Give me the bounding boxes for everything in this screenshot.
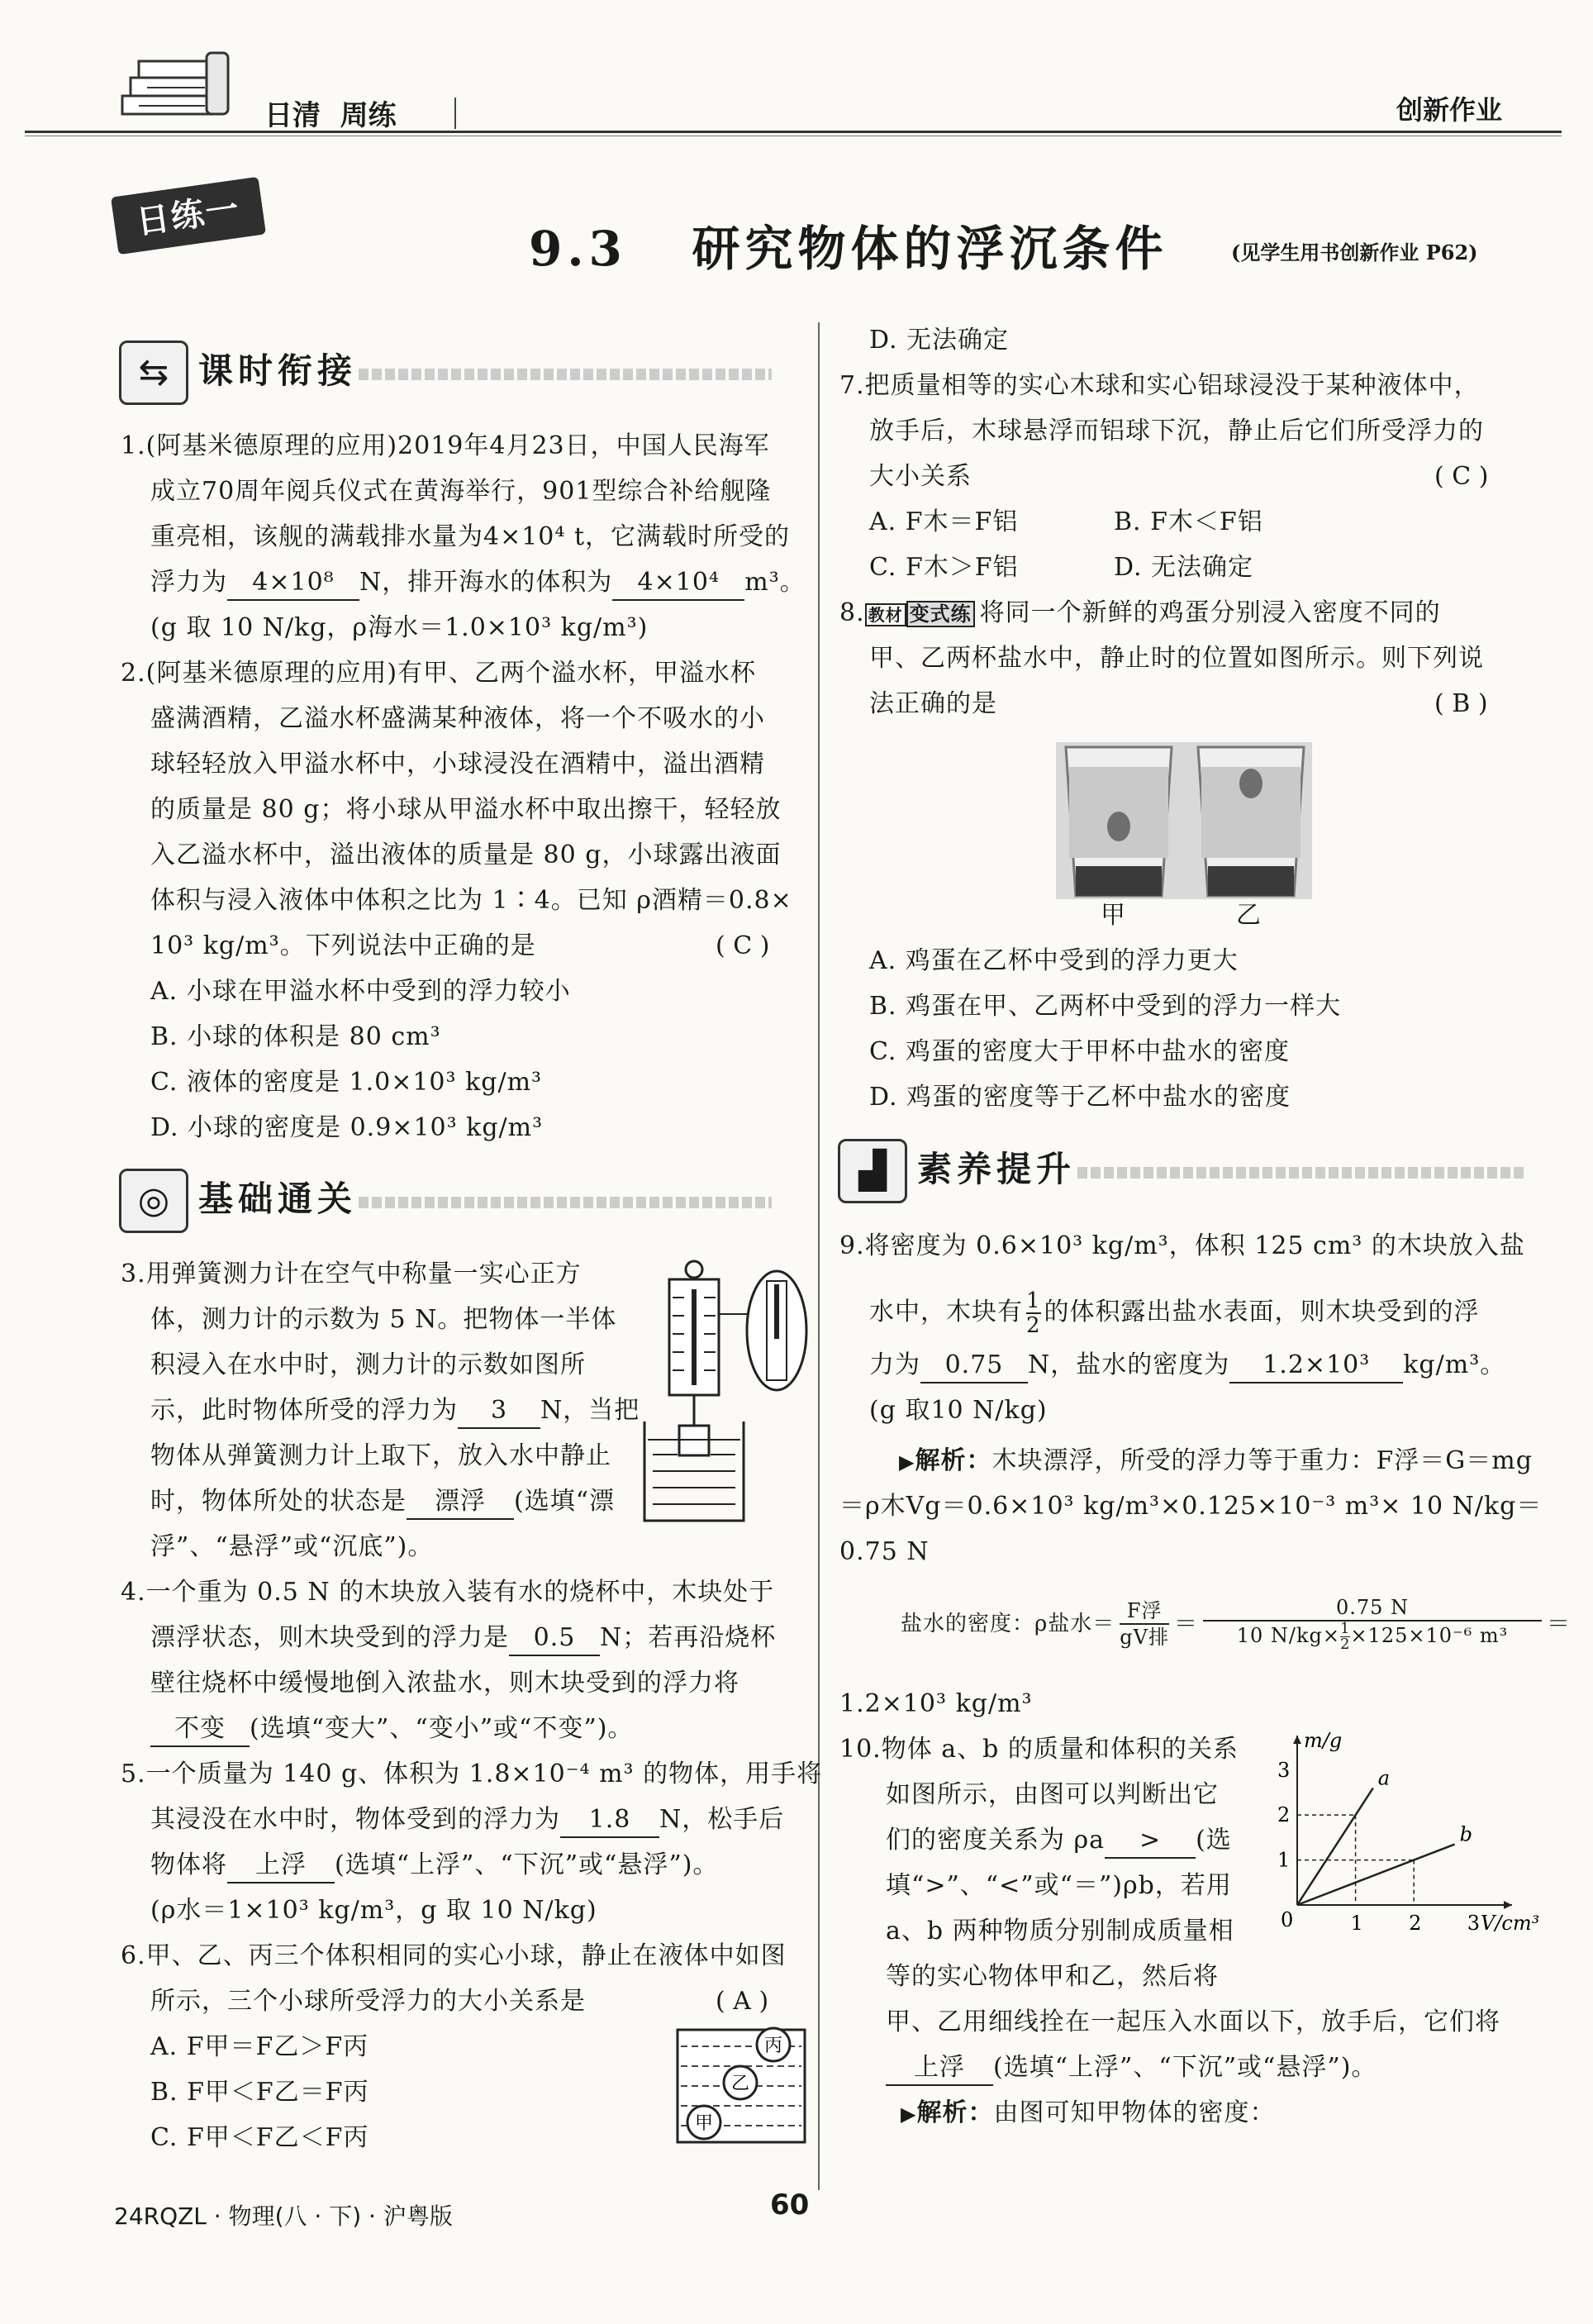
q4-blank2: 不变 xyxy=(150,1712,250,1747)
q10-line1: 10.物体 a、b 的质量和体积的关系 xyxy=(839,1735,1239,1764)
q9-frac-num: 1 xyxy=(1026,1288,1041,1313)
q5-line1: 5.一个质量为 140 g、体积为 1.8×10⁻⁴ m³ 的物体，用手将 xyxy=(121,1760,823,1788)
footer-book-code: 24RQZL · 物理(八 · 下) · 沪粤版 xyxy=(114,2203,453,2230)
mass-volume-chart xyxy=(1264,1729,1540,1935)
q1-line3: 重亮相，该舰的满载排水量为4×10⁴ t，它满载时所受的 xyxy=(150,522,791,551)
section-bar xyxy=(359,1197,772,1208)
q4-blank1: 0.5 xyxy=(509,1622,600,1656)
q4-text: N；若再沿烧杯 xyxy=(600,1623,777,1652)
ball-label: 丙 xyxy=(763,2036,783,2056)
q1-line2: 成立70周年阅兵仪式在黄海举行，901型综合补给舰隆 xyxy=(150,477,772,506)
q10-line3 xyxy=(886,1824,1232,1859)
q9-text: 力为 xyxy=(869,1350,920,1379)
q2-line4: 的质量是 80 g；将小球从甲溢水杯中取出擦干，轻轻放 xyxy=(150,795,782,824)
q6-option-b: B. F甲＜F乙＝F丙 xyxy=(150,2078,369,2107)
q6-option-d: D. 无法确定 xyxy=(869,326,1010,355)
q4-text: (选填“变大”、“变小”或“不变”)。 xyxy=(250,1714,634,1743)
section-head-3 xyxy=(838,1139,1548,1203)
q1-blank2: 4×10⁴ xyxy=(612,566,744,601)
q5-blank2: 上浮 xyxy=(227,1849,335,1883)
q3-line5: 物体从弹簧测力计上取下，放入水中静止 xyxy=(150,1441,611,1470)
q3-line7: 浮”、“悬浮”或“沉底”)。 xyxy=(150,1532,434,1561)
eggs-in-glasses-photo xyxy=(1056,742,1312,899)
q9-blank2: 1.2×10³ xyxy=(1229,1349,1403,1383)
q8-text: 将同一个新鲜的鸡蛋分别浸入密度不同的 xyxy=(979,598,1441,627)
q8-answer: ( B ) xyxy=(1434,689,1488,718)
y-tick-label: 3 xyxy=(1277,1758,1291,1782)
series-line-b xyxy=(1297,1845,1455,1905)
q9-solution-label: 解析： xyxy=(915,1446,992,1475)
q8-option-b: B. 鸡蛋在甲、乙两杯中受到的浮力一样大 xyxy=(869,992,1342,1021)
q9-blank1: 0.75 xyxy=(920,1349,1028,1383)
x-axis-arrow xyxy=(1504,1901,1512,1909)
q10-blank2: 上浮 xyxy=(886,2051,993,2086)
y-tick-label: 1 xyxy=(1277,1848,1291,1872)
q9-frac2-den2: ×125×10⁻⁶ m³ xyxy=(1350,1624,1509,1647)
header-separator xyxy=(454,98,456,129)
q10-line4: 填“>”、“<”或“＝”)ρb，若用 xyxy=(886,1871,1232,1900)
q7-option-a: A. F木＝F铝 xyxy=(869,507,1019,536)
q8-tag1: 教材 xyxy=(865,603,906,626)
q7-line3: 大小关系 xyxy=(869,462,972,491)
section-bar xyxy=(1077,1167,1524,1179)
title-reference: (见学生用书创新作业 P62) xyxy=(1231,240,1478,264)
q8-option-c: C. 鸡蛋的密度大于甲杯中盐水的密度 xyxy=(869,1037,1290,1066)
page-title: 9.3 研究物体的浮沉条件 xyxy=(529,221,1168,277)
q8-option-a: A. 鸡蛋在乙杯中受到的浮力更大 xyxy=(869,946,1239,975)
q7-option-b: B. F木＜F铝 xyxy=(1114,507,1263,536)
q1-line4 xyxy=(150,566,806,601)
q9-frac2-num: 0.75 N xyxy=(1203,1595,1542,1622)
q4-line1: 4.一个重为 0.5 N 的木块放入装有水的烧杯中，木块处于 xyxy=(121,1578,775,1607)
spring-scale-figure xyxy=(636,1256,810,1537)
q7-line2: 放手后，木球悬浮而铝球下沉，静止后它们所受浮力的 xyxy=(869,417,1484,445)
x-tick-label: 2 xyxy=(1409,1912,1422,1935)
q9-frac1-den: gV排 xyxy=(1120,1625,1169,1649)
series-label-b: b xyxy=(1459,1822,1472,1846)
q2-line1: 2.(阿基米德原理的应用)有甲、乙两个溢水杯，甲溢水杯 xyxy=(121,659,757,688)
section-title-1: 课时衔接 xyxy=(198,350,358,391)
q9-frac3-den: 2 xyxy=(1339,1636,1351,1653)
q1-line1: 1.(阿基米德原理的应用)2019年4月23日，中国人民海军 xyxy=(121,431,770,460)
q9-equals: ＝ xyxy=(1174,1609,1199,1637)
section-title-2: 基础通关 xyxy=(198,1179,358,1219)
day-badge: 日练一 xyxy=(111,177,266,255)
q2-option-d: D. 小球的密度是 0.9×10³ kg/m³ xyxy=(150,1113,544,1142)
q5-text: 其浸没在水中时，物体受到的浮力为 xyxy=(150,1805,560,1834)
q2-line6: 体积与浸入液体中体积之比为 1∶4。已知 ρ酒精＝0.8× xyxy=(150,886,792,915)
q2-option-b: B. 小球的体积是 80 cm³ xyxy=(150,1022,441,1051)
q2-answer: ( C ) xyxy=(716,931,770,960)
bar-chart-icon: ▟ xyxy=(838,1139,907,1203)
q9-fraction-1 xyxy=(1120,1598,1169,1650)
q3-blank1: 3 xyxy=(458,1394,540,1429)
section-bar xyxy=(359,369,772,380)
q2-line7: 10³ kg/m³。下列说法中正确的是 xyxy=(150,931,536,960)
x-tick-label: 3 xyxy=(1467,1912,1481,1935)
q5-line3 xyxy=(150,1849,718,1883)
q8-num: 8. xyxy=(839,598,865,627)
q1-text: N，排开海水的体积为 xyxy=(359,568,613,597)
three-balls-figure xyxy=(671,2025,811,2149)
q10-line6: 等的实心物体甲和乙，然后将 xyxy=(886,1962,1219,1991)
q9-text: kg/m³。 xyxy=(1403,1350,1506,1379)
section-head-1 xyxy=(119,341,796,405)
q5-blank1: 1.8 xyxy=(560,1803,659,1838)
header-books-logo xyxy=(122,51,246,126)
q8-line3: 法正确的是 xyxy=(869,689,997,718)
q2-line5: 入乙溢水杯中，溢出液体的质量是 80 g，小球露出液面 xyxy=(150,841,782,869)
q3-text: N，当把 xyxy=(540,1396,640,1425)
q9-line1: 9.将密度为 0.6×10³ kg/m³，体积 125 cm³ 的木块放入盐 xyxy=(839,1231,1525,1260)
q2-line3: 球轻轻放入甲溢水杯中，小球浸没在酒精中，溢出酒精 xyxy=(150,750,765,779)
q9-frac-den: 2 xyxy=(1026,1313,1041,1338)
origin-label: 0 xyxy=(1281,1908,1294,1931)
q8-option-d: D. 鸡蛋的密度等于乙杯中盐水的密度 xyxy=(869,1083,1291,1112)
q6-option-c: C. F甲＜F乙＜F丙 xyxy=(150,2123,369,2152)
series-line-a xyxy=(1297,1788,1373,1905)
q1-text: m³。 xyxy=(744,568,806,597)
q3-line3: 积浸入在水中时，测力计的示数如图所 xyxy=(150,1350,586,1379)
q6-option-a: A. F甲＝F乙＞F丙 xyxy=(150,2032,369,2061)
q10-text: (选 xyxy=(1196,1826,1232,1855)
q9-frac1-num: F浮 xyxy=(1120,1598,1169,1625)
page-number: 60 xyxy=(770,2188,810,2222)
ball-label: 乙 xyxy=(730,2074,750,2094)
q9-text: 水中，木块有 xyxy=(869,1298,1023,1326)
q6-line1: 6.甲、乙、丙三个体积相同的实心小球，静止在液体中如图 xyxy=(121,1941,787,1970)
q3-line6 xyxy=(150,1485,615,1520)
q10-line5: a、b 两种物质分别制成质量相 xyxy=(886,1917,1234,1945)
q6-line2: 所示，三个小球所受浮力的大小关系是 xyxy=(150,1987,586,2016)
q10-line8 xyxy=(886,2051,1377,2086)
q10-line2: 如图所示，由图可以判断出它 xyxy=(886,1780,1219,1809)
q10-text: 们的密度关系为 ρa xyxy=(886,1826,1106,1855)
q9-solution-3: 0.75 N xyxy=(839,1537,930,1566)
q3-text: (选填“漂 xyxy=(514,1487,616,1516)
q9-solution-4 xyxy=(901,1595,1571,1652)
column-divider xyxy=(818,322,820,2190)
q4-line2 xyxy=(150,1622,776,1656)
q9-frac2-den: 10 N/kg× xyxy=(1236,1624,1340,1647)
q9-solution-5: 1.2×10³ kg/m³ xyxy=(839,1689,1033,1718)
q7-option-d: D. 无法确定 xyxy=(1114,553,1254,582)
q10-solution-label: 解析： xyxy=(916,2098,994,2127)
q5-line2 xyxy=(150,1803,784,1838)
q8-caption-1: 甲 xyxy=(1101,901,1126,930)
q9-line3 xyxy=(869,1349,1505,1383)
q10-solution xyxy=(901,2097,1275,2131)
q3-line1: 3.用弹簧测力计在空气中称量一实心正方 xyxy=(121,1260,582,1288)
q1-blank1: 4×10⁸ xyxy=(227,566,359,601)
q9-text: 的体积露出盐水表面，则木块受到的浮 xyxy=(1044,1298,1480,1326)
q9-fraction-2 xyxy=(1203,1595,1542,1652)
q9-solution-text: 木块漂浮，所受的浮力等于重力：F浮＝G＝mg xyxy=(991,1446,1533,1475)
q7-answer: ( C ) xyxy=(1434,462,1489,491)
q9-line2 xyxy=(869,1289,1480,1337)
q7-option-c: C. F木＞F铝 xyxy=(869,553,1019,582)
q4-line3: 壁往烧杯中缓慢地倒入浓盐水，则木块受到的浮力将 xyxy=(150,1669,739,1698)
q2-option-a: A. 小球在甲溢水杯中受到的浮力较小 xyxy=(150,977,571,1006)
q5-line4: (ρ水＝1×10³ kg/m³，g 取 10 N/kg) xyxy=(150,1896,597,1925)
q9-solution-2: ＝ρ木Vg＝0.6×10³ kg/m³×0.125×10⁻³ m³× 10 N/kg＝ xyxy=(839,1492,1543,1521)
q9-fraction xyxy=(1026,1289,1041,1337)
x-axis-label: V/cm³ xyxy=(1481,1912,1540,1935)
q9-line4: (g 取10 N/kg) xyxy=(869,1396,1048,1425)
q5-text: (选填“上浮”、“下沉”或“悬浮”)。 xyxy=(335,1850,719,1879)
q9-text: N，盐水的密度为 xyxy=(1028,1350,1230,1379)
q2-line2: 盛满酒精，乙溢水杯盛满某种液体，将一个不吸水的小 xyxy=(150,704,765,733)
q4-line4 xyxy=(150,1712,633,1747)
section-title-3: 素养提升 xyxy=(917,1149,1077,1189)
q8-line1 xyxy=(839,597,1441,631)
x-tick-label: 1 xyxy=(1350,1912,1363,1935)
q3-blank2: 漂浮 xyxy=(407,1485,514,1520)
q5-text: N，松手后 xyxy=(659,1805,785,1834)
q3-line4 xyxy=(150,1394,640,1429)
header-rule xyxy=(25,131,1562,133)
header-right-title: 创新作业 xyxy=(1396,94,1503,126)
q10-solution-text: 由图可知甲物体的密度： xyxy=(993,2098,1276,2127)
q7-line1: 7.把质量相等的实心木球和实心铝球浸没于某种液体中， xyxy=(839,371,1480,400)
q10-text: (选填“上浮”、“下沉”或“悬浮”)。 xyxy=(993,2053,1377,2082)
q9-frac3-num: 1 xyxy=(1339,1620,1351,1637)
y-tick-label: 2 xyxy=(1277,1803,1291,1827)
section-head-2 xyxy=(119,1169,796,1233)
y-axis-arrow xyxy=(1293,1736,1301,1744)
header-left-title: 日清 周练 xyxy=(264,99,397,132)
q8-tag2: 变式练 xyxy=(906,601,975,627)
y-axis-label: m/g xyxy=(1304,1729,1343,1752)
play-icon: ▶ xyxy=(899,1450,915,1474)
q9-solution-1 xyxy=(899,1445,1533,1479)
q10-line7: 甲、乙用细线拴在一起压入水面以下，放手后，它们将 xyxy=(886,2007,1500,2036)
q4-text: 漂浮状态，则木块受到的浮力是 xyxy=(150,1623,509,1652)
ball-label: 甲 xyxy=(694,2113,714,2134)
q5-text: 物体将 xyxy=(150,1850,227,1879)
q8-caption-2: 乙 xyxy=(1236,901,1262,930)
q1-text: 浮力为 xyxy=(150,568,227,597)
series-label-a: a xyxy=(1377,1766,1391,1790)
q10-blank1: > xyxy=(1105,1824,1196,1859)
q9-text: 盐水的密度：ρ盐水＝ xyxy=(901,1611,1115,1636)
play-icon: ▶ xyxy=(901,2103,917,2126)
q3-text: 时，物体所处的状态是 xyxy=(150,1487,407,1516)
books-icon xyxy=(122,51,246,126)
q9-equals: ＝ xyxy=(1547,1609,1572,1637)
q2-option-c: C. 液体的密度是 1.0×10³ kg/m³ xyxy=(150,1068,543,1097)
q8-line2: 甲、乙两杯盐水中，静止时的位置如图所示。则下列说 xyxy=(869,644,1484,673)
target-icon: ◎ xyxy=(119,1169,188,1233)
q3-text: 示，此时物体所受的浮力为 xyxy=(150,1396,458,1425)
q6-answer: ( A ) xyxy=(716,1987,769,2016)
q3-line2: 体，测力计的示数为 5 N。把物体一半体 xyxy=(150,1305,617,1334)
q1-line5: (g 取 10 N/kg，ρ海水＝1.0×10³ kg/m³) xyxy=(150,613,649,642)
arrows-icon: ⇆ xyxy=(119,341,188,405)
